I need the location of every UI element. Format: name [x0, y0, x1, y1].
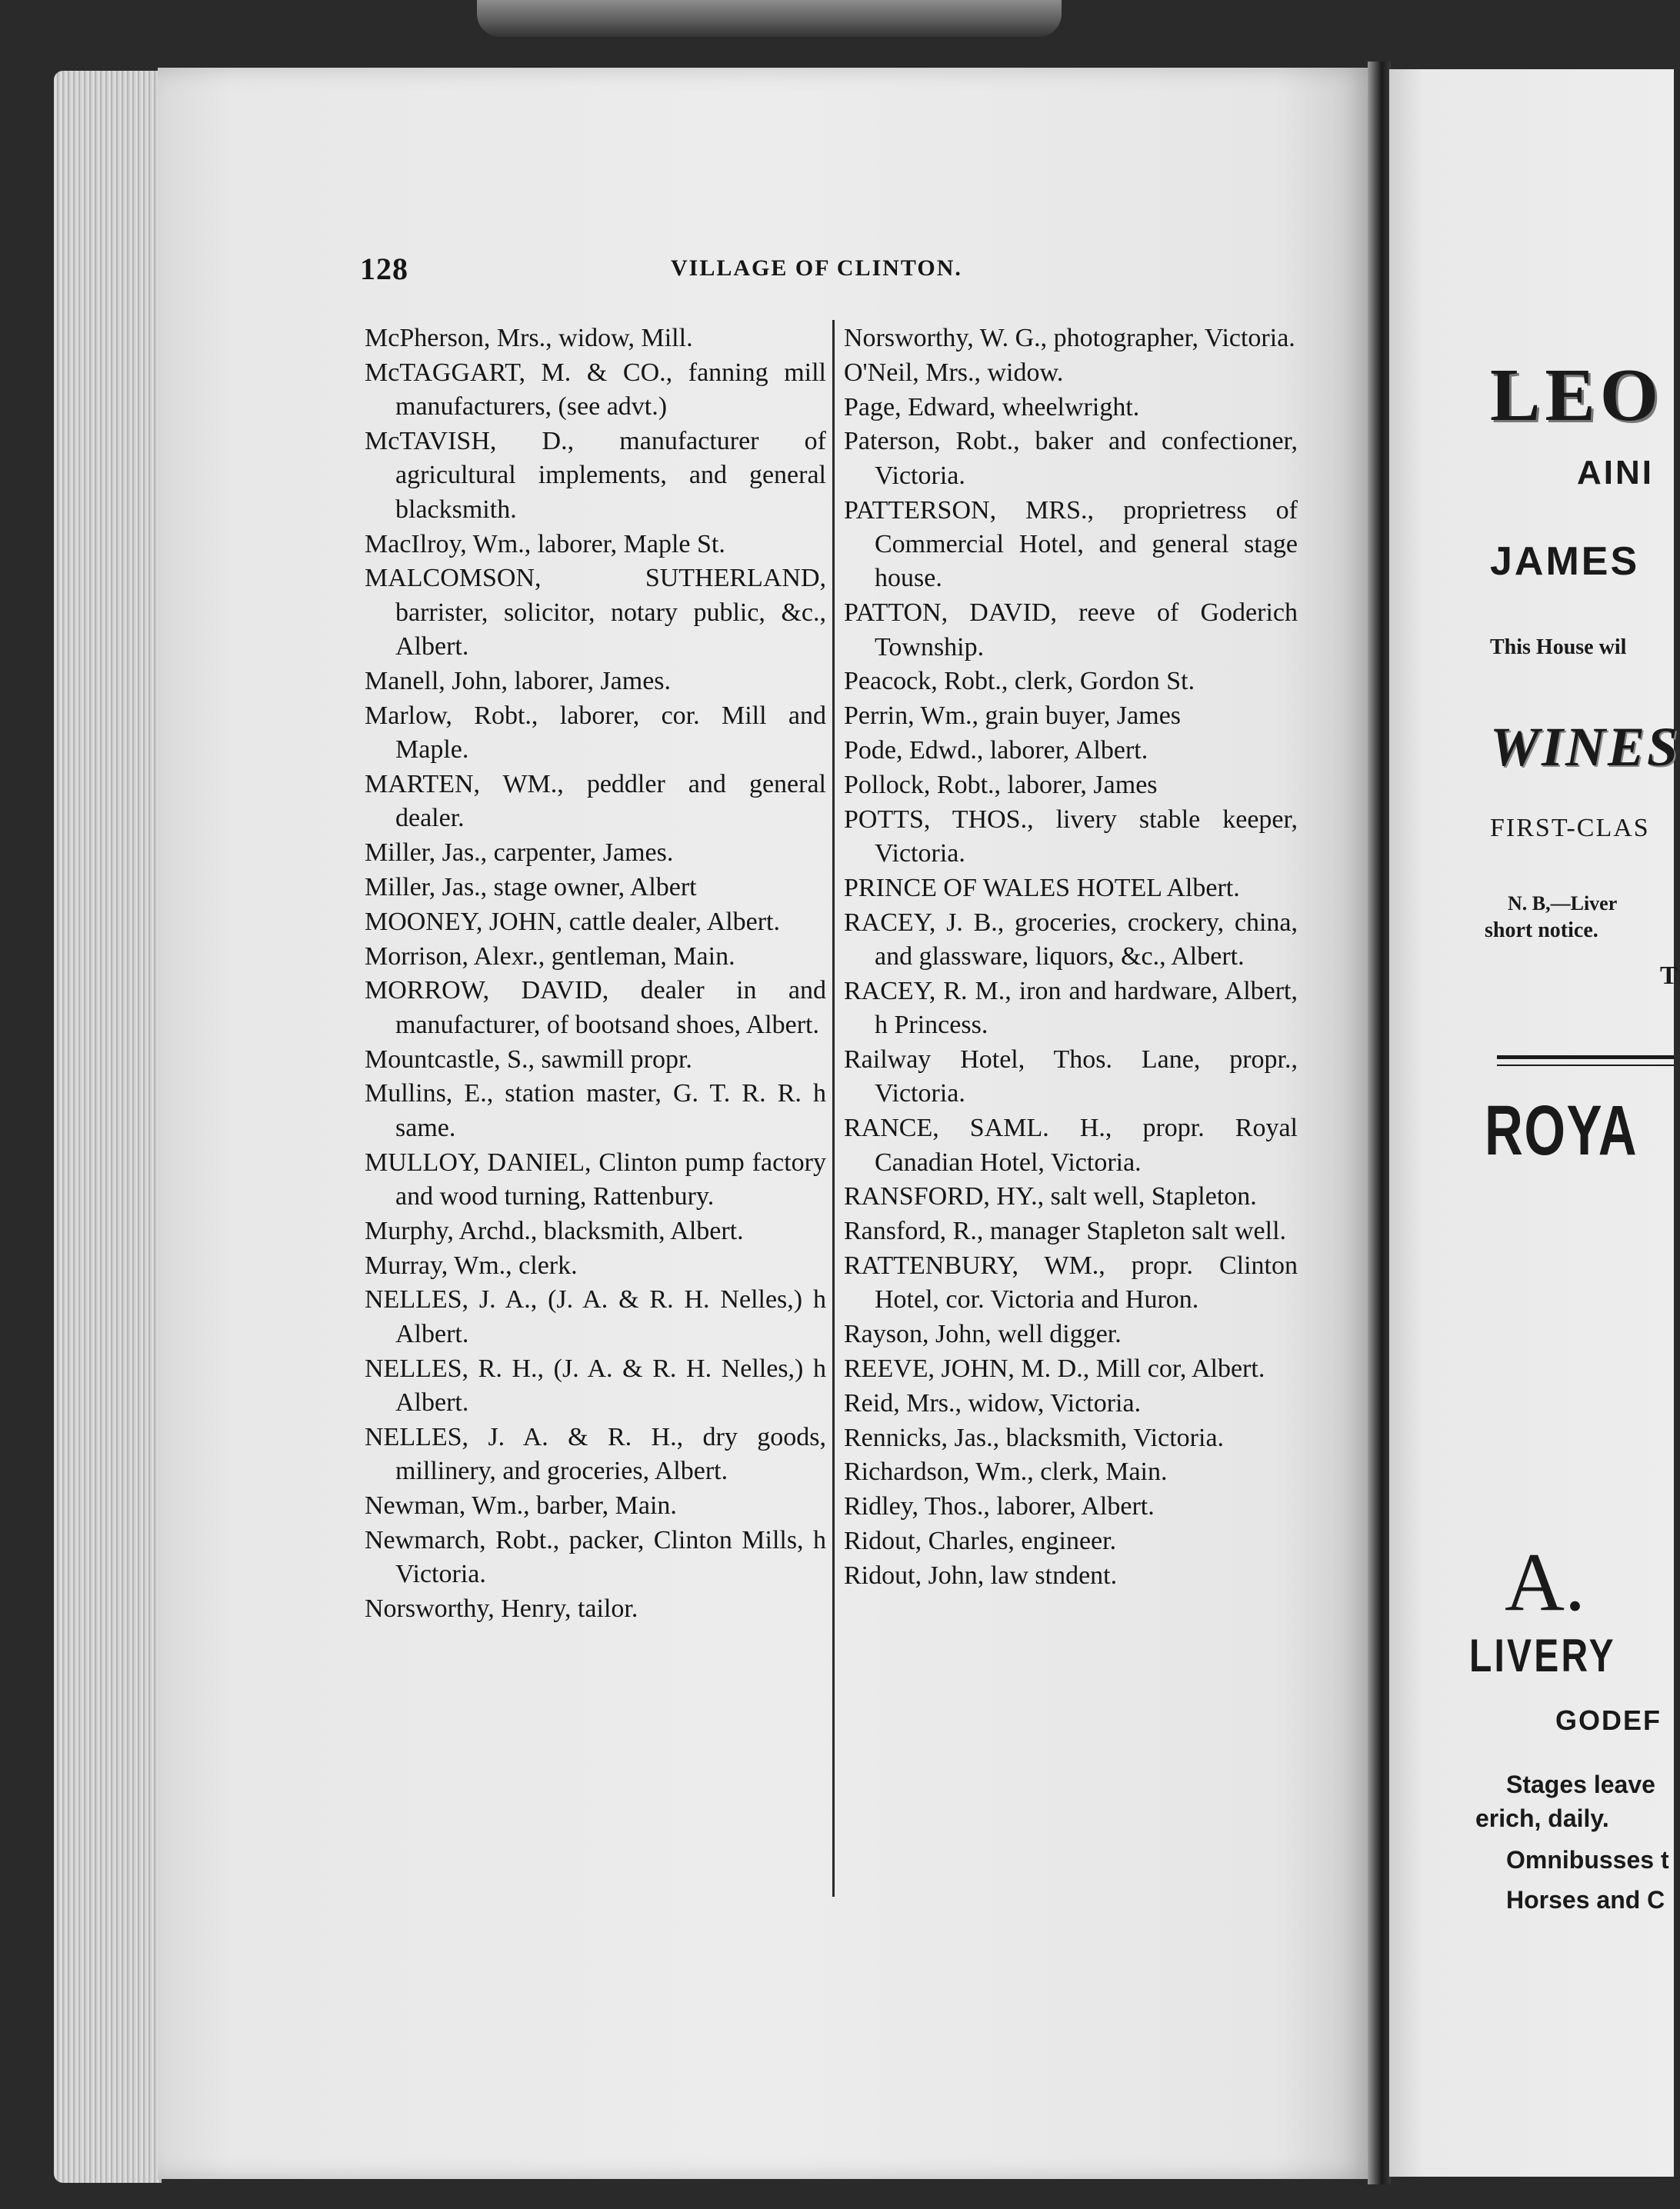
directory-entry: Richardson, Wm., clerk, Main. [844, 1458, 1168, 1487]
directory-entry: McPherson, Mrs., widow, Mill. [365, 324, 693, 352]
facing-page-short-notice: short notice. [1485, 918, 1598, 942]
directory-entry: Miller, Jas., carpenter, James. [365, 838, 674, 868]
directory-entry: MARTEN, WM., peddler and general dealer. [365, 770, 826, 833]
directory-entry: RACEY, R. M., iron and hardware, Albert, h Princess. [844, 976, 1298, 1040]
directory-entry: Norsworthy, Henry, tailor. [365, 1594, 638, 1624]
facing-page-aini: AINI [1577, 454, 1654, 491]
directory-entry: Ridley, Thos., laborer, Albert. [844, 1492, 1155, 1521]
directory-entry: Ridout, John, law stndent. [844, 1561, 1118, 1590]
directory-entry: McTAVISH, D., manufacturer of agricultural implements, and general blacksmith. [365, 427, 826, 524]
facing-page-livery: LIVERY [1469, 1630, 1616, 1681]
facing-page-first-class: FIRST-CLAS [1490, 814, 1650, 842]
directory-entry: Mountcastle, S., sawmill propr. [365, 1045, 692, 1074]
facing-page-rule-thin [1497, 1065, 1674, 1066]
facing-page-goder: GODEF [1555, 1704, 1662, 1736]
facing-page-roya: ROYA [1485, 1091, 1638, 1170]
facing-page-a: A. [1505, 1537, 1585, 1628]
directory-entry: RATTENBURY, WM., propr. Clinton Hotel, cor. Victoria and Huron. [844, 1251, 1298, 1314]
facing-page-nb: N. B,—Liver [1508, 892, 1618, 915]
directory-entry: McTAGGART, M. & CO., fanning mill manufacturers, (see advt.) [365, 358, 826, 421]
facing-page-james: JAMES [1490, 539, 1640, 584]
column-divider [832, 320, 835, 1897]
book-gutter [1368, 62, 1391, 2184]
directory-entry: Ransford, R., manager Stapleton salt well. [844, 1217, 1287, 1246]
directory-entry: Manell, John, laborer, James. [365, 667, 672, 696]
directory-column-right [844, 322, 1298, 1594]
facing-page-erich: erich, daily. [1475, 1804, 1609, 1832]
directory-entry: Perrin, Wm., grain buyer, James [844, 701, 1182, 731]
facing-page-horses: Horses and C [1506, 1886, 1665, 1914]
directory-entry: Paterson, Robt., baker and confectioner, Victoria. [844, 427, 1298, 490]
directory-entry: MALCOMSON, SUTHERLAND, barrister, solicitor, notary public, &c., Albert. [365, 564, 826, 661]
directory-entry: Reid, Mrs., widow, Victoria. [844, 1388, 1142, 1418]
page-number: 128 [360, 252, 408, 286]
directory-entry: Pode, Edwd., laborer, Albert. [844, 736, 1148, 765]
directory-entry: Pollock, Robt., laborer, James [844, 770, 1158, 799]
facing-page-rule [1497, 1055, 1674, 1059]
page-header [360, 245, 991, 291]
directory-entry: O'Neil, Mrs., widow. [844, 358, 1064, 387]
directory-column-left [365, 322, 826, 1627]
directory-entry: PRINCE OF WALES HOTEL Albert. [844, 873, 1240, 902]
directory-entry: Railway Hotel, Thos. Lane, propr., Victoria. [844, 1045, 1298, 1108]
directory-entry: POTTS, THOS., livery stable keeper, Victoria. [844, 805, 1298, 868]
facing-page-omnibusses: Omnibusses t [1506, 1846, 1669, 1874]
directory-entry: Newman, Wm., barber, Main. [365, 1491, 677, 1521]
running-head: VILLAGE OF CLINTON. [671, 255, 962, 281]
book-binding-top [477, 0, 1062, 37]
facing-page-leo: LEO [1490, 354, 1663, 437]
directory-entry: Marlow, Robt., laborer, cor. Mill and Maple. [365, 701, 826, 765]
facing-page-wines: WINES [1490, 716, 1680, 778]
directory-entry: REEVE, JOHN, M. D., Mill cor, Albert. [844, 1354, 1265, 1383]
directory-entry: Norsworthy, W. G., photographer, Victoria. [844, 324, 1295, 352]
directory-entry: PATTERSON, MRS., proprietress of Commercial Hotel, and general stage house. [844, 495, 1298, 593]
directory-entry: Rayson, John, well digger. [844, 1320, 1122, 1349]
directory-entry: PATTON, DAVID, reeve of Goderich Township. [844, 598, 1298, 661]
directory-entry: Newmarch, Robt., packer, Clinton Mills, h Victoria. [365, 1525, 826, 1589]
directory-entry: Murray, Wm., clerk. [365, 1251, 578, 1280]
directory-entry: RACEY, J. B., groceries, crockery, china, and glassware, liquors, &c., Albert. [844, 908, 1298, 971]
directory-entry: MOONEY, JOHN, cattle dealer, Albert. [365, 907, 780, 936]
directory-entry: NELLES, J. A. & R. H., dry goods, millinery, and groceries, Albert. [365, 1422, 826, 1486]
directory-entry: Morrison, Alexr., gentleman, Main. [365, 941, 735, 971]
directory-entry: RANSFORD, HY., salt well, Stapleton. [844, 1182, 1257, 1211]
directory-entry: Ridout, Charles, engineer. [844, 1526, 1117, 1555]
directory-entry: MacIlroy, Wm., laborer, Maple St. [365, 529, 725, 558]
directory-entry: Page, Edward, wheelwright. [844, 392, 1140, 421]
facing-page-stages: Stages leave [1506, 1771, 1655, 1798]
directory-entry: Peacock, Robt., clerk, Gordon St. [844, 667, 1195, 696]
directory-entry: NELLES, J. A., (J. A. & R. H. Nelles,) h Albert. [365, 1285, 826, 1348]
directory-entry: MULLOY, DANIEL, Clinton pump factory and wood turning, Rattenbury. [365, 1148, 826, 1211]
directory-entry: Rennicks, Jas., blacksmith, Victoria. [844, 1423, 1225, 1452]
directory-entry: Miller, Jas., stage owner, Albert [365, 873, 697, 902]
facing-page-t: T [1660, 961, 1678, 990]
directory-entry: Murphy, Archd., blacksmith, Albert. [365, 1216, 744, 1245]
facing-page-house: This House wil [1490, 635, 1627, 659]
page-stack-edges [54, 71, 162, 2183]
directory-entry: Mullins, E., station master, G. T. R. R. h same. [365, 1079, 826, 1142]
directory-entry: MORROW, DAVID, dealer in and manufacturer, of bootsand shoes, Albert. [365, 976, 826, 1039]
directory-entry: RANCE, SAML. H., propr. Royal Canadian Hotel, Victoria. [844, 1114, 1298, 1177]
directory-entry: NELLES, R. H., (J. A. & R. H. Nelles,) h Albert. [365, 1354, 826, 1418]
